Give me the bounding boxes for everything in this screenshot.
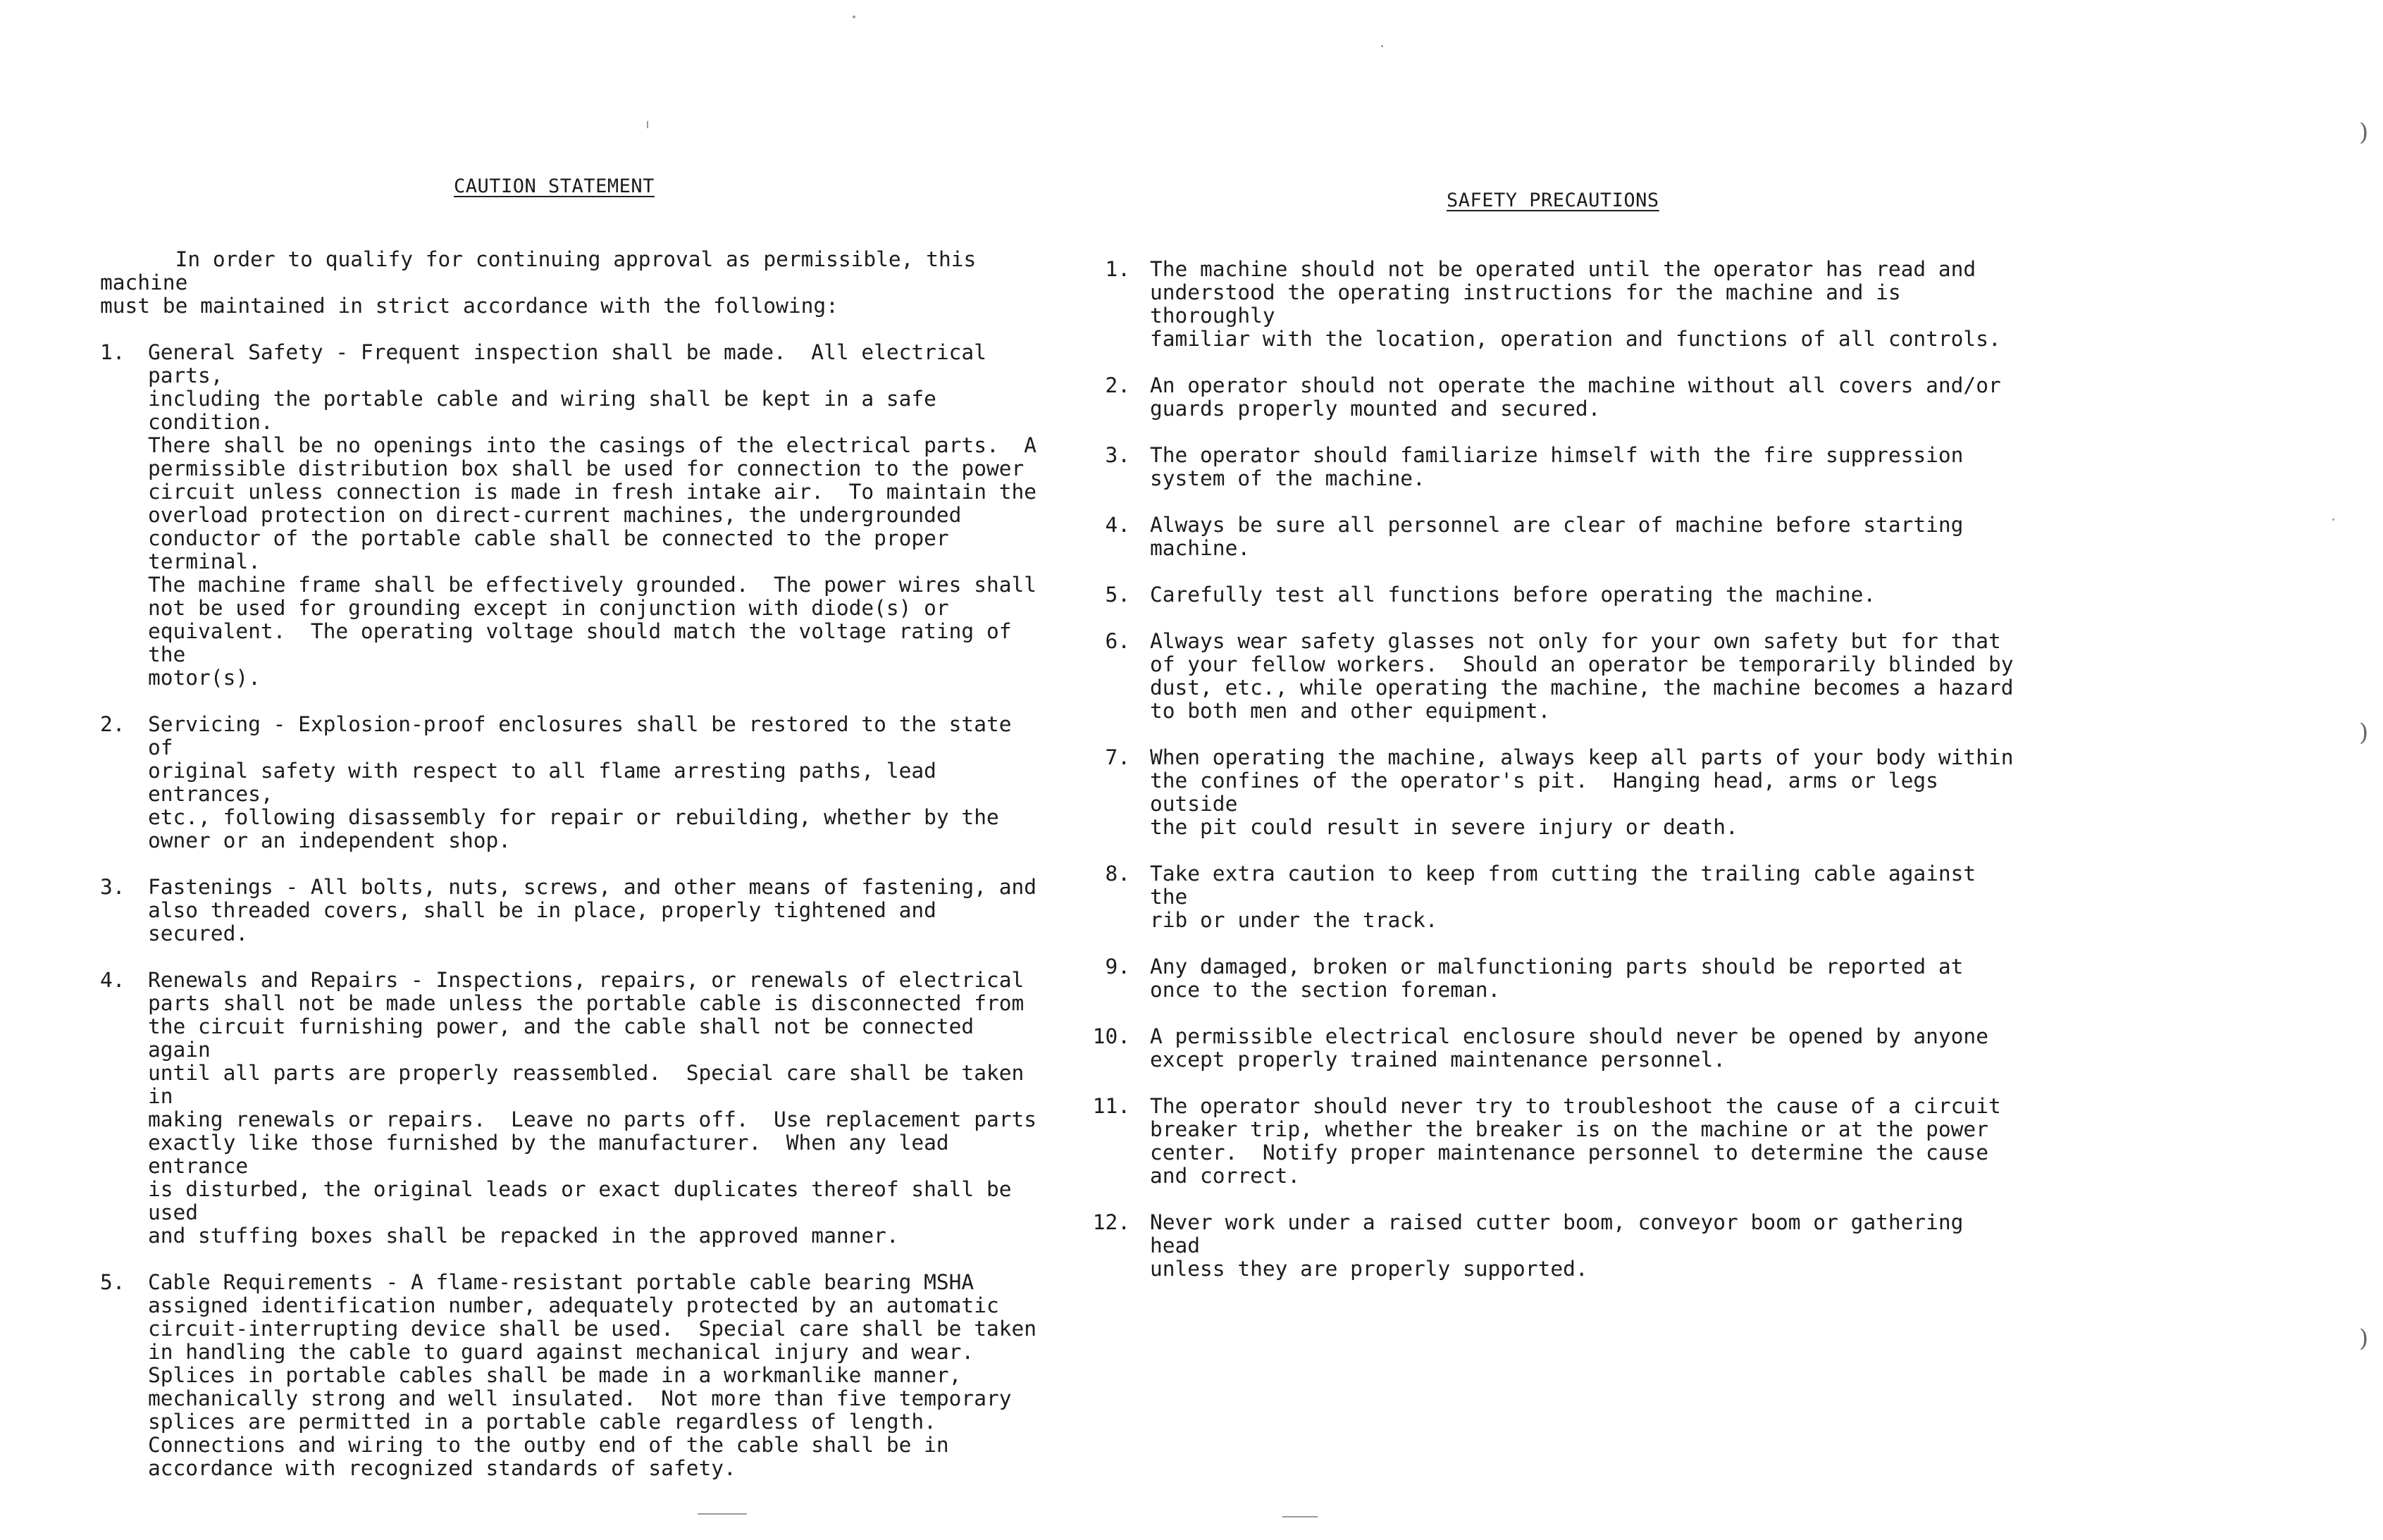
safety-item — [1085, 514, 2015, 560]
item-text: A permissible electrical enclosure should never be opened by anyone except properly trained maintenance personnel. — [1150, 1024, 1988, 1072]
scan-speck — [853, 15, 855, 18]
scan-mark: ) — [2359, 719, 2369, 747]
item-number: 12. — [1092, 1210, 1130, 1234]
scan-mark: ) — [2359, 1324, 2369, 1353]
caution-item — [100, 1271, 1044, 1480]
item-number: 1. — [100, 340, 125, 364]
item-text: Servicing - Explosion-proof enclosures shall be restored to the state of original safety with respect to all flame arresting paths, lead entrances, etc., following disassembly for repair or rebuilding, whether by the owner or an independent shop. — [148, 712, 1012, 852]
safety-item — [1085, 444, 2015, 490]
safety-precautions-heading: SAFETY PRECAUTIONS — [1447, 190, 1659, 211]
item-number: 2. — [1105, 373, 1130, 397]
safety-item — [1085, 746, 2015, 839]
item-text: The operator should familiarize himself with the fire suppression system of the machine. — [1150, 443, 1964, 490]
item-number: 2. — [100, 712, 125, 736]
scan-speck — [698, 1513, 747, 1515]
item-number: 5. — [1105, 583, 1130, 607]
item-text: The machine should not be operated until the operator has read and understood the operating instructions for the machine and is thoroughly familiar with the location, operation and functions of all controls. — [1150, 257, 2001, 351]
item-number: 3. — [100, 875, 125, 899]
item-text: When operating the machine, always keep all parts of your body within the confines of the operator's pit. Hanging head, arms or legs outside the pit could result in severe injury or death. — [1150, 745, 2014, 839]
scan-speck — [1282, 1516, 1318, 1517]
safety-item — [1085, 630, 2015, 723]
item-text: Never work under a raised cutter boom, conveyor boom or gathering head unless they are properly supported. — [1150, 1210, 1964, 1281]
scan-speck — [1381, 45, 1383, 47]
safety-list — [1085, 258, 2015, 1281]
item-text: The operator should never try to troubleshoot the cause of a circuit breaker trip, whether the breaker is on the machine or at the power center. Notify proper maintenance personnel to determine the cause and correct. — [1150, 1094, 2001, 1188]
caution-item — [100, 969, 1044, 1248]
safety-item — [1085, 1211, 2015, 1281]
caution-item — [100, 876, 1044, 945]
caution-list — [100, 341, 1044, 1480]
item-number: 1. — [1105, 257, 1130, 281]
item-text: Renewals and Repairs - Inspections, repairs, or renewals of electrical parts shall not be made unless the portable cable is disconnected from the circuit furnishing power, and the cable shall not be connected again until all parts are properly reassembled. Special care shall be taken in making renewals or repairs. Leave no parts off. Use replacement parts exactly like those furnished by the manufacturer. When any lead entrance is disturbed, the original leads or exact duplicates thereof shall be used and stuffing boxes shall be repacked in the approved manner. — [148, 968, 1036, 1248]
item-text: Carefully test all functions before operating the machine. — [1150, 583, 1876, 607]
item-number: 11. — [1092, 1094, 1130, 1118]
item-number: 6. — [1105, 629, 1130, 653]
safety-item — [1085, 374, 2015, 421]
item-number: 5. — [100, 1270, 125, 1294]
safety-item — [1085, 1025, 2015, 1072]
item-text: Fastenings - All bolts, nuts, screws, and other means of fastening, and also threaded covers, shall be in place, properly tightened and secured. — [148, 875, 1036, 945]
caution-item — [100, 713, 1044, 852]
safety-item — [1085, 862, 2015, 932]
item-text: Cable Requirements - A flame-resistant portable cable bearing MSHA assigned identification number, adequately protected by an automatic circuit-interrupting device shall be used. Special care shall be taken in handling the cable to guard against mechanical injury and wear. Splices in portable cables shall be made in a workmanlike manner, mechanically strong and well insulated. Not more than five temporary splices are permitted in a portable cable regardless of length. Connections and wiring to the outby end of the cable shall be in accordance with recognized standards of safety. — [148, 1270, 1036, 1480]
item-text: Take extra caution to keep from cutting the trailing cable against the rib or under the track. — [1150, 862, 1976, 932]
item-number: 4. — [100, 968, 125, 992]
item-text: An operator should not operate the machine without all covers and/or guards properly mounted and secured. — [1150, 373, 2001, 421]
scan-speck — [647, 121, 648, 128]
item-number: 9. — [1105, 955, 1130, 979]
item-number: 3. — [1105, 443, 1130, 467]
caution-statement-heading: CAUTION STATEMENT — [454, 175, 655, 197]
item-text: Always wear safety glasses not only for your own safety but for that of your fellow workers. Should an operator be temporarily blinded by dust, etc., while operating the machine, the machine becomes a hazard to both men and other equipment. — [1150, 629, 2014, 723]
scan-mark: ) — [2359, 118, 2369, 147]
item-number: 10. — [1092, 1024, 1130, 1048]
safety-item — [1085, 955, 2015, 1002]
caution-item — [100, 341, 1044, 690]
item-text: Always be sure all personnel are clear of machine before starting machine. — [1150, 513, 1964, 560]
safety-item — [1085, 258, 2015, 351]
safety-precautions-section — [1085, 189, 2015, 1304]
scan-speck — [2332, 518, 2334, 521]
caution-intro-paragraph: In order to qualify for continuing approval as permissible, this machine must be maintained in strict accordance with the following: — [100, 247, 977, 318]
caution-statement-section — [100, 175, 1044, 1503]
item-text: General Safety - Frequent inspection shall be made. All electrical parts, including the portable cable and wiring shall be kept in a safe condition. There shall be no openings into the casings of the electrical parts. A permissible distribution box shall be used for connection to the power circuit unless connection is made in fresh intake air. To maintain the overload protection on direct-current machines, the undergrounded conductor of the portable cable shall be connected to the proper terminal. The machine frame shall be effectively grounded. The power wires shall not be used for grounding except in conjunction with diode(s) or equivalent. The operating voltage should match the voltage rating of the motor(s). — [148, 340, 1036, 690]
item-number: 4. — [1105, 513, 1130, 537]
safety-item — [1085, 583, 2015, 607]
item-number: 7. — [1105, 745, 1130, 769]
item-text: Any damaged, broken or malfunctioning parts should be reported at once to the section foreman. — [1150, 955, 1964, 1002]
safety-item — [1085, 1095, 2015, 1188]
item-number: 8. — [1105, 862, 1130, 886]
